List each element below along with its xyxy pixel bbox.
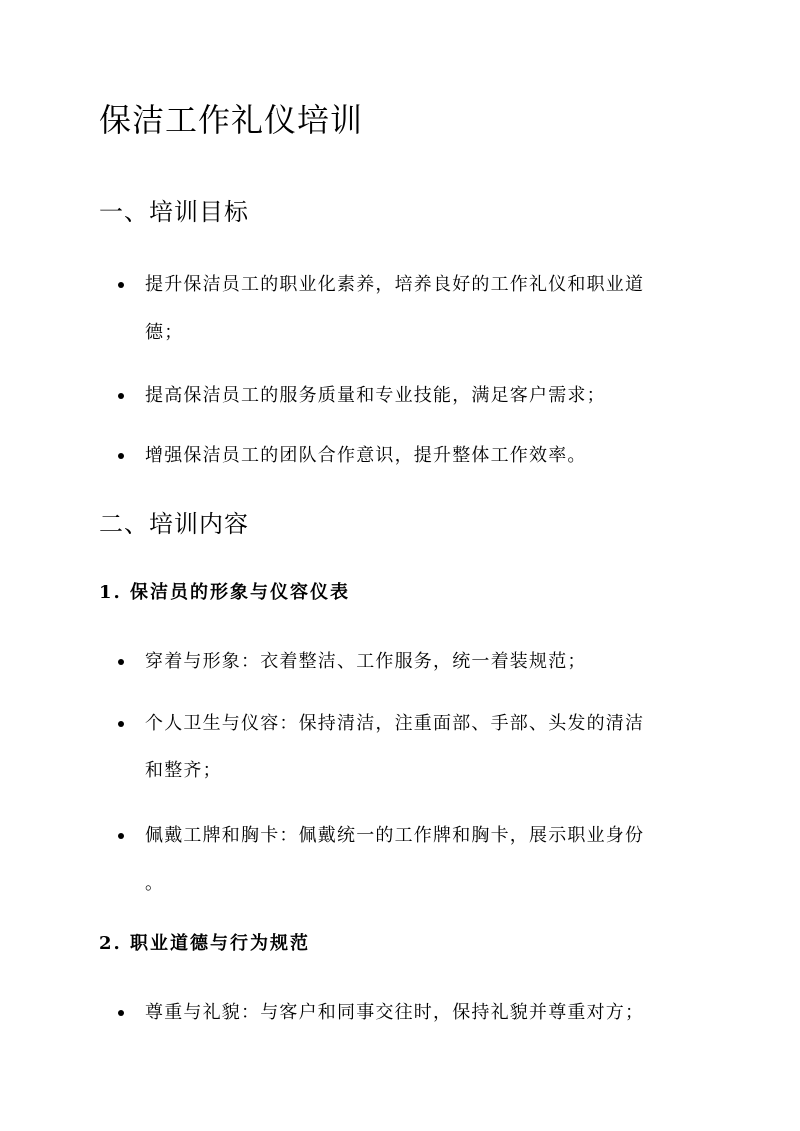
list-item-line: 增强保洁员工的团队合作意识，提升整体工作效率。 xyxy=(145,445,587,466)
list-item-line: 德； xyxy=(145,322,184,343)
list-item-line: 佩戴工牌和胸卡：佩戴统一的工作牌和胸卡，展示职业身份 xyxy=(145,825,645,846)
list-item-line: 个人卫生与仪容：保持清洁，注重面部、手部、头发的清洁 xyxy=(145,713,645,734)
list-item-line: 提升保洁员工的职业化素养，培养良好的工作礼仪和职业道 xyxy=(145,274,645,295)
subsection-heading-ethics: 2. 职业道德与行为规范 xyxy=(99,933,311,954)
bullet-icon xyxy=(118,833,124,839)
list-item-line: 穿着与形象：衣着整洁、工作服务，统一着装规范； xyxy=(145,651,587,672)
section-heading-training-goals: 一、培训目标 xyxy=(99,198,249,226)
subsection-heading-appearance: 1. 保洁员的形象与仪容仪表 xyxy=(99,582,351,603)
list-item-line: 尊重与礼貌：与客户和同事交往时，保持礼貌并尊重对方； xyxy=(145,1002,645,1023)
section-heading-training-content: 二、培训内容 xyxy=(99,510,249,538)
bullet-icon xyxy=(118,1010,124,1016)
list-item-line: 提高保洁员工的服务质量和专业技能，满足客户需求； xyxy=(145,385,606,406)
bullet-icon xyxy=(118,393,124,399)
bullet-icon xyxy=(118,453,124,459)
list-item-line: 和整齐； xyxy=(145,760,222,781)
list-item-line: 。 xyxy=(145,873,165,894)
bullet-icon xyxy=(118,721,124,727)
bullet-icon xyxy=(118,659,124,665)
bullet-icon xyxy=(118,282,124,288)
document-title: 保洁工作礼仪培训 xyxy=(99,101,364,139)
